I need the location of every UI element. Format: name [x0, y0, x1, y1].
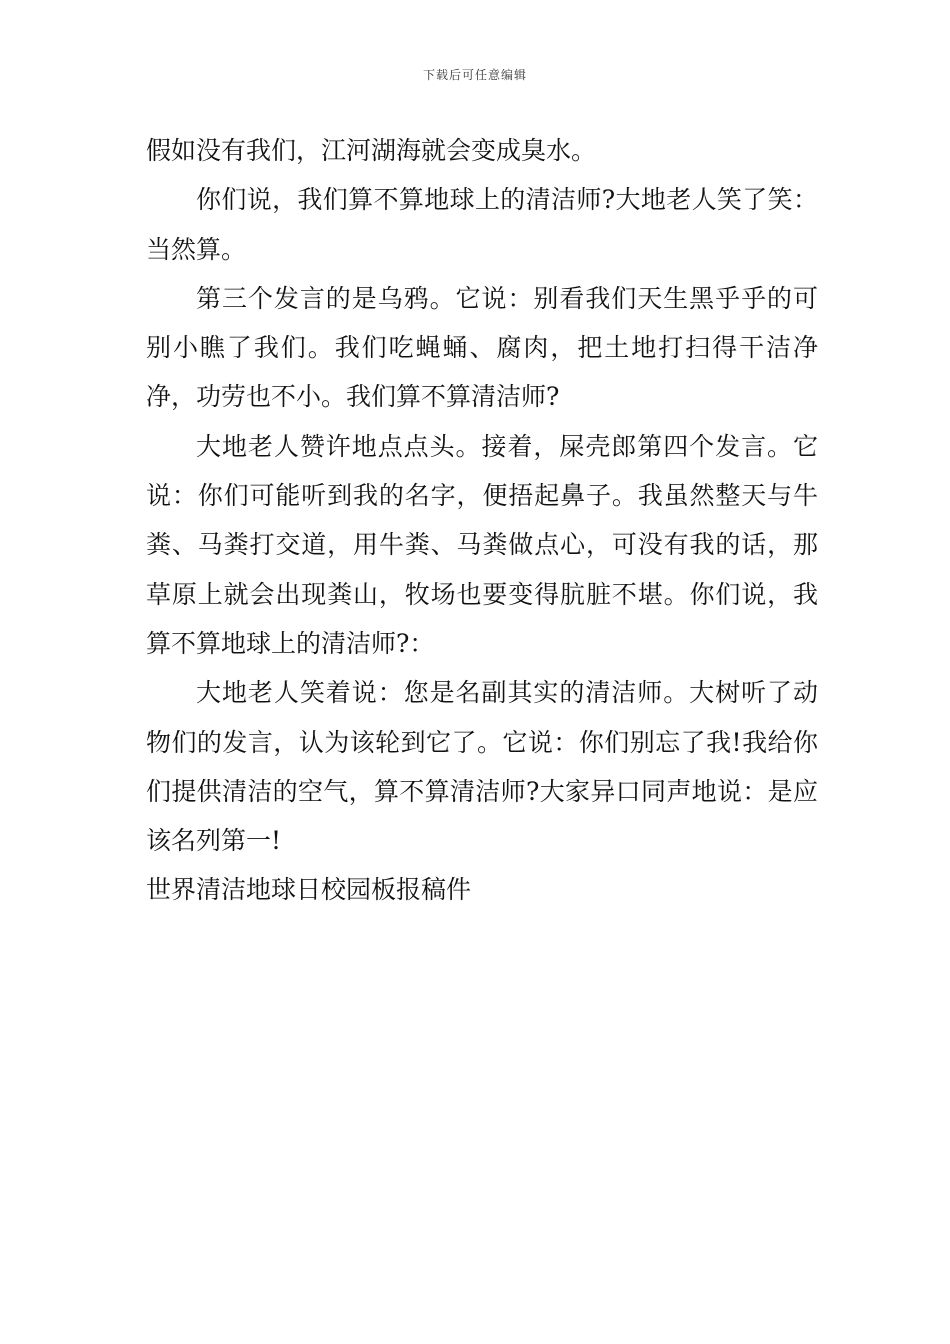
header-note: 下载后可任意编辑	[422, 68, 527, 82]
document-body	[146, 126, 818, 915]
paragraph-4: 大地老人赞许地点点头。接着，屎壳郎第四个发言。它说：你们可能听到我的名字，便捂起鼻子。我虽然整天与牛粪、马粪打交道，用牛粪、马粪做点心，可没有我的话，那草原上就会出现粪山，牧场也要变得肮脏不堪。你们说，我算不算地球上的清洁师?：	[146, 431, 818, 658]
paragraph-1: 假如没有我们，江河湖海就会变成臭水。	[146, 136, 597, 165]
paragraph-3: 第三个发言的是乌鸦。它说：别看我们天生黑乎乎的可别小瞧了我们。我们吃蝇蛹、腐肉，把土地打扫得干洁净净，功劳也不小。我们算不算清洁师?	[146, 283, 818, 412]
closing-title: 世界清洁地球日校园板报稿件	[146, 875, 472, 905]
paragraph-2: 你们说，我们算不算地球上的清洁师?大地老人笑了笑：当然算。	[146, 185, 818, 264]
paragraph-5: 大地老人笑着说：您是名副其实的清洁师。大树听了动物们的发言，认为该轮到它了。它说：你们别忘了我!我给你们提供清洁的空气，算不算清洁师?大家异口同声地说：是应该名列第一!	[146, 678, 818, 856]
